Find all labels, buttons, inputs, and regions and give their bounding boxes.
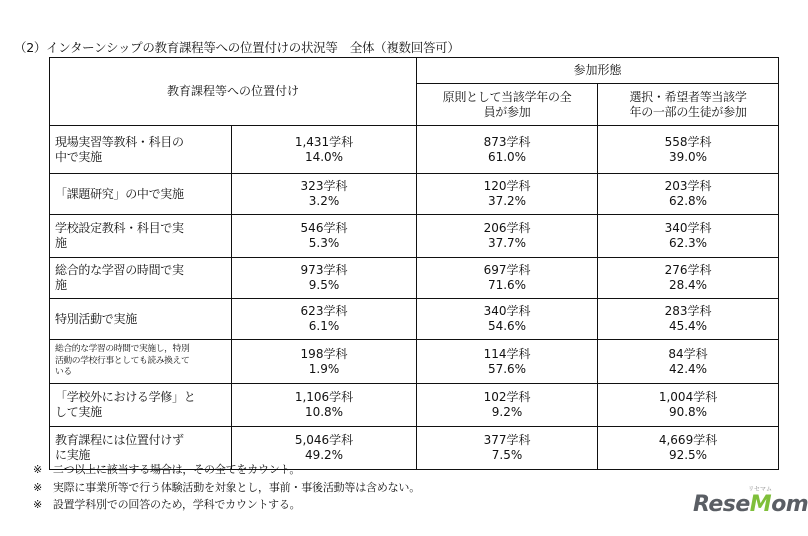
cell-total <box>232 258 417 299</box>
row-label-line: 学校設定教科・科目で実 <box>55 221 184 235</box>
percent-value: 42.4% <box>668 361 708 376</box>
row-label-line: 施 <box>55 278 67 292</box>
percent-value: 9.2% <box>491 405 523 419</box>
table-title: （2）インターンシップの教育課程等への位置付けの状況等 全体（複数回答可） <box>14 40 460 55</box>
cell-all-students <box>417 215 598 258</box>
percent-value: 6.1% <box>308 319 340 333</box>
row-label-line: 総合的な学習の時間で実 <box>55 263 184 277</box>
cell-all-students <box>417 126 598 174</box>
count-value: 276学科 <box>664 263 712 277</box>
cell-total <box>232 215 417 258</box>
row-label-line: 「学校外における学修」と <box>55 390 196 404</box>
cell-all-students <box>417 384 598 427</box>
logo-part-2: M <box>749 492 772 517</box>
logo-part-3: om <box>771 492 808 517</box>
count-value: 203学科 <box>664 179 712 193</box>
count-value: 697学科 <box>483 263 531 277</box>
header-all-students <box>417 84 598 126</box>
row-label-line: 中で実施 <box>55 149 102 164</box>
cell-total <box>232 126 417 174</box>
percent-value: 3.2% <box>308 194 340 208</box>
percent-value: 5.3% <box>308 236 340 250</box>
cell-total <box>232 340 417 384</box>
row-label-line: 総合的な学習の時間で実施し，特別 <box>55 344 190 355</box>
table-row <box>50 258 779 299</box>
row-label <box>50 340 232 384</box>
count-value: 546学科 <box>300 221 348 235</box>
count-value: 623学科 <box>300 304 348 318</box>
count-value: 84学科 <box>668 346 708 361</box>
header-all-line1: 原則として当該学年の全 <box>442 89 572 104</box>
cell-selected-students <box>598 174 779 215</box>
footnotes <box>33 461 420 514</box>
cell-selected-students <box>598 427 779 470</box>
percent-value: 61.0% <box>487 149 527 164</box>
row-label <box>50 126 232 174</box>
footnote: ※ 二つ以上に該当する場合は，その全てをカウント。 <box>33 463 301 476</box>
count-value: 206学科 <box>483 221 531 235</box>
count-value: 973学科 <box>300 263 348 277</box>
percent-value: 9.5% <box>308 278 340 292</box>
percent-value: 90.8% <box>668 405 708 419</box>
row-label <box>50 215 232 258</box>
table-row <box>50 384 779 427</box>
table-row <box>50 174 779 215</box>
percent-value: 39.0% <box>668 149 708 164</box>
count-value: 102学科 <box>483 390 531 404</box>
header-selected-students <box>598 84 779 126</box>
cell-selected-students <box>598 126 779 174</box>
row-label-line: 特別活動で実施 <box>55 311 137 326</box>
row-label-line: 「課題研究」の中で実施 <box>55 186 184 201</box>
percent-value: 62.3% <box>668 236 708 250</box>
count-value: 340学科 <box>664 221 712 235</box>
row-label-line: して実施 <box>55 405 102 419</box>
count-value: 1,106学科 <box>294 390 354 404</box>
row-label-line: 現場実習等教科・科目の <box>55 134 184 149</box>
row-label-line: 活動の学校行事としても読み換えて <box>55 355 190 366</box>
count-value: 323学科 <box>300 179 348 193</box>
row-label-line: 教育課程には位置付けず <box>55 433 184 447</box>
count-value: 1,004学科 <box>658 390 718 404</box>
percent-value: 7.5% <box>491 448 523 462</box>
percent-value: 71.6% <box>487 278 527 292</box>
row-label-line: いる <box>55 367 72 378</box>
cell-total <box>232 384 417 427</box>
row-label <box>50 384 232 427</box>
cell-all-students <box>417 258 598 299</box>
logo-subtext: リセマム <box>748 486 772 493</box>
header-sel-line2: 年の一部の生徒が参加 <box>629 104 747 119</box>
table-row <box>50 126 779 174</box>
percent-value: 37.7% <box>487 236 527 250</box>
percent-value: 28.4% <box>668 278 708 292</box>
cell-total <box>232 174 417 215</box>
header-participation: 参加形態 <box>417 58 779 84</box>
row-label <box>50 174 232 215</box>
header-sel-line1: 選択・希望者等当該学 <box>629 89 747 104</box>
cell-all-students <box>417 299 598 340</box>
footnote: ※ 実際に事業所等で行う体験活動を対象とし，事前・事後活動等は含めない。 <box>33 480 421 494</box>
count-value: 114学科 <box>483 346 531 361</box>
percent-value: 54.6% <box>487 319 527 333</box>
cell-selected-students <box>598 215 779 258</box>
count-value: 5,046学科 <box>294 433 354 447</box>
count-value: 377学科 <box>483 433 531 447</box>
percent-value: 14.0% <box>304 149 344 164</box>
cell-all-students <box>417 174 598 215</box>
percent-value: 62.8% <box>668 194 708 208</box>
percent-value: 37.2% <box>487 194 527 208</box>
percent-value: 1.9% <box>308 361 340 376</box>
count-value: 283学科 <box>664 304 712 318</box>
row-label-line: 施 <box>55 236 67 250</box>
row-label <box>50 299 232 340</box>
header-all-line2: 員が参加 <box>483 104 531 119</box>
cell-selected-students <box>598 340 779 384</box>
placement-table <box>49 57 779 470</box>
row-label <box>50 258 232 299</box>
count-value: 1,431学科 <box>294 134 354 149</box>
cell-all-students <box>417 427 598 470</box>
cell-selected-students <box>598 258 779 299</box>
count-value: 873学科 <box>483 134 531 149</box>
table-row <box>50 215 779 258</box>
cell-all-students <box>417 340 598 384</box>
table-row <box>50 299 779 340</box>
percent-value: 49.2% <box>304 448 344 462</box>
cell-selected-students <box>598 384 779 427</box>
percent-value: 57.6% <box>487 361 527 376</box>
cell-selected-students <box>598 299 779 340</box>
count-value: 4,669学科 <box>658 433 718 447</box>
count-value: 340学科 <box>483 304 531 318</box>
percent-value: 45.4% <box>668 319 708 333</box>
percent-value: 10.8% <box>304 405 344 419</box>
count-value: 558学科 <box>664 134 712 149</box>
percent-value: 92.5% <box>668 448 708 462</box>
row-label-line: に実施 <box>55 448 91 462</box>
table-row <box>50 340 779 384</box>
header-placement: 教育課程等への位置付け <box>50 58 417 126</box>
resemom-logo <box>693 492 808 517</box>
logo-part-1: Rese <box>693 492 750 517</box>
count-value: 120学科 <box>483 179 531 193</box>
count-value: 198学科 <box>300 346 348 361</box>
footnote: ※ 設置学科別での回答のため，学科でカウントする。 <box>33 498 301 511</box>
cell-total <box>232 299 417 340</box>
